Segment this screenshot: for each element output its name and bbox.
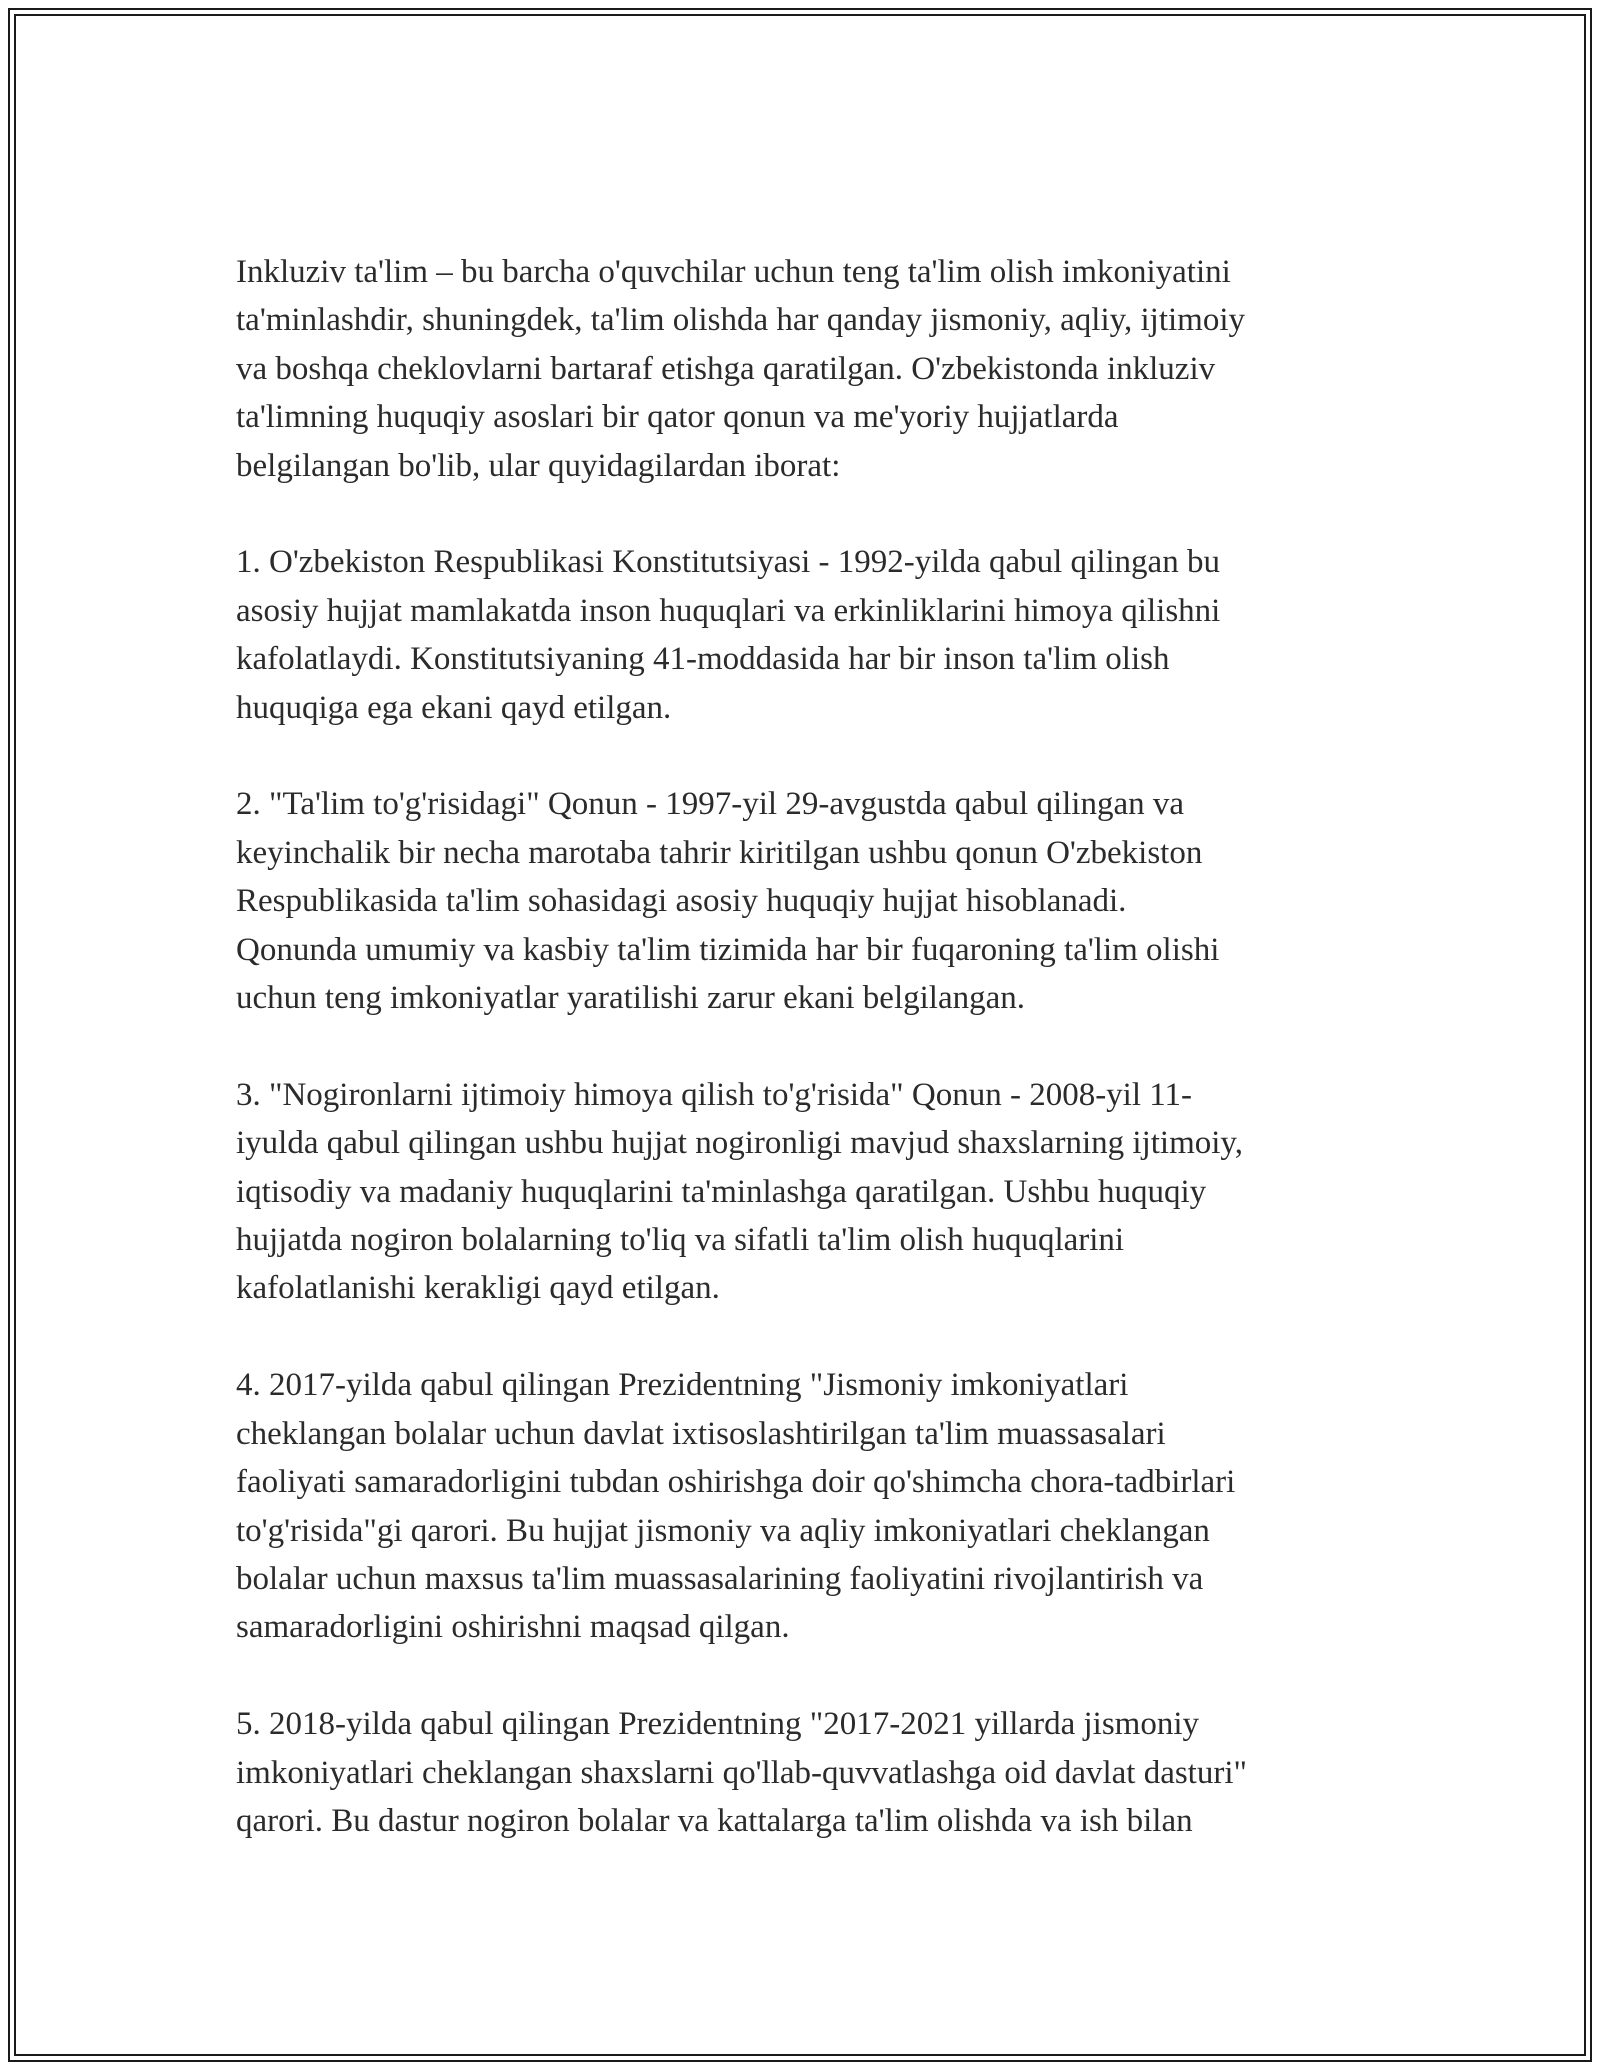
text-line: imkoniyatlari cheklangan shaxslarni qo'llab-quvvatlashga oid davlat dasturi" <box>236 1754 1247 1791</box>
text-line: 4. 2017-yilda qabul qilingan Prezidentning "Jismoniy imkoniyatlari <box>236 1367 1129 1404</box>
text-line: 3. "Nogironlarni ijtimoiy himoya qilish to'g'risida" Qonun - 2008-yil 11- <box>236 1076 1193 1113</box>
paragraph-item-5 <box>236 1700 1386 1845</box>
text-line: qarori. Bu dastur nogiron bolalar va kattalarga ta'lim olishda va ish bilan <box>236 1802 1193 1839</box>
text-line: Respublikasida ta'lim sohasidagi asosiy huquqiy hujjat hisoblanadi. <box>236 883 1127 920</box>
text-line: faoliyati samaradorligini tubdan oshirishga doir qo'shimcha chora-tadbirlari <box>236 1464 1236 1501</box>
text-line: 5. 2018-yilda qabul qilingan Prezidentning "2017-2021 yillarda jismoniy <box>236 1706 1199 1743</box>
text-line: 2. "Ta'lim to'g'risidagi" Qonun - 1997-yil 29-avgustda qabul qilingan va <box>236 786 1184 823</box>
paragraph-intro <box>236 248 1386 490</box>
text-line: to'g'risida"gi qarori. Bu hujjat jismoniy va aqliy imkoniyatlari cheklangan <box>236 1512 1210 1549</box>
text-line: iyulda qabul qilingan ushbu hujjat nogironligi mavjud shaxslarning ijtimoiy, <box>236 1125 1244 1162</box>
text-line: kafolatlanishi kerakligi qayd etilgan. <box>236 1270 720 1307</box>
text-line: samaradorligini oshirishni maqsad qilgan. <box>236 1609 790 1646</box>
document-body <box>236 248 1386 1845</box>
text-line: ta'minlashdir, shuningdek, ta'lim olishda har qanday jismoniy, aqliy, ijtimoiy <box>236 302 1245 339</box>
text-line: keyinchalik bir necha marotaba tahrir kiritilgan ushbu qonun O'zbekiston <box>236 834 1203 871</box>
text-line: Qonunda umumiy va kasbiy ta'lim tizimida har bir fuqaroning ta'lim olishi <box>236 931 1220 968</box>
text-line: uchun teng imkoniyatlar yaratilishi zarur ekani belgilangan. <box>236 980 1025 1017</box>
text-line: Inkluziv ta'lim – bu barcha o'quvchilar uchun teng ta'lim olish imkoniyatini <box>236 254 1231 290</box>
text-line: hujjatda nogiron bolalarning to'liq va sifatli ta'lim olish huquqlarini <box>236 1222 1125 1259</box>
text-line: cheklangan bolalar uchun davlat ixtisoslashtirilgan ta'lim muassasalari <box>236 1415 1166 1452</box>
text-line: ta'limning huquqiy asoslari bir qator qonun va me'yoriy hujjatlarda <box>236 399 1119 436</box>
text-line: belgilangan bo'lib, ular quyidagilardan iborat: <box>236 447 841 484</box>
text-line: iqtisodiy va madaniy huquqlarini ta'minlashga qaratilgan. Ushbu huquqiy <box>236 1173 1207 1210</box>
paragraph-item-2 <box>236 780 1386 1022</box>
text-line: kafolatlaydi. Konstitutsiyaning 41-moddasida har bir inson ta'lim olish <box>236 641 1170 678</box>
paragraph-item-1 <box>236 538 1386 732</box>
paragraph-item-4 <box>236 1361 1386 1651</box>
text-line: va boshqa cheklovlarni bartaraf etishga qaratilgan. O'zbekistonda inkluziv <box>236 350 1216 387</box>
text-line: bolalar uchun maxsus ta'lim muassasalarining faoliyatini rivojlantirish va <box>236 1560 1204 1597</box>
text-line: asosiy hujjat mamlakatda inson huquqlari va erkinliklarini himoya qilishni <box>236 592 1221 629</box>
paragraph-item-3 <box>236 1071 1386 1313</box>
text-line: 1. O'zbekiston Respublikasi Konstitutsiyasi - 1992-yilda qabul qilingan bu <box>236 544 1220 581</box>
text-line: huquqiga ega ekani qayd etilgan. <box>236 689 672 726</box>
